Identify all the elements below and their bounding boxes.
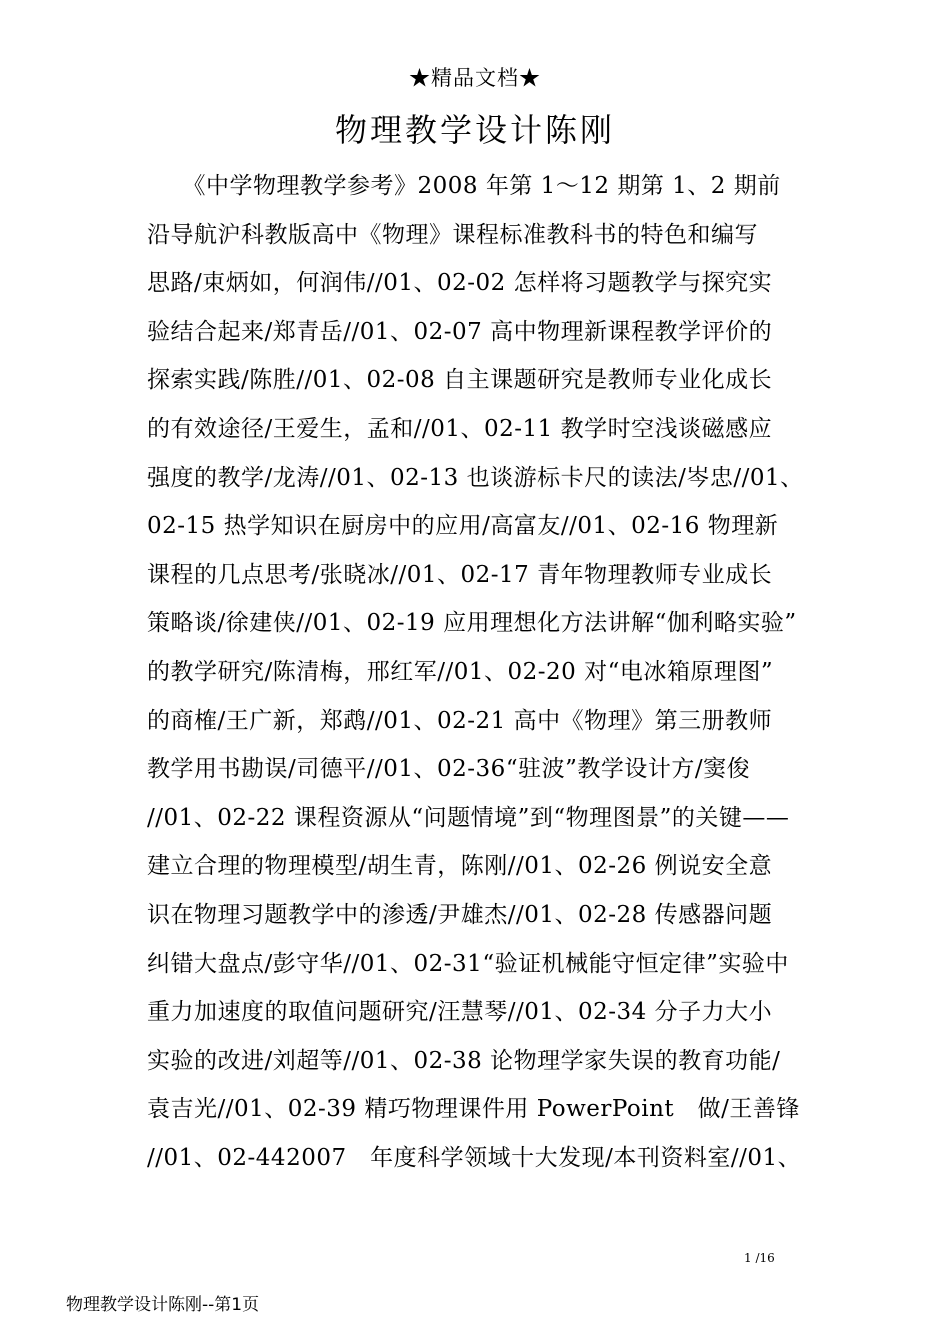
document-title: 物理教学设计陈刚	[334, 111, 615, 149]
body-line: 教学用书勘误/司德平//01、02-36“驻波”教学设计方/窦俊	[147, 756, 751, 783]
body-line: 纠错大盘点/彭守华//01、02-31“验证机械能守恒定律”实验中	[147, 950, 789, 977]
body-line: 建立合理的物理模型/胡生青，陈刚//01、02-26 例说安全意	[147, 853, 773, 880]
body-line: //01、02-22 课程资源从“问题情境”到“物理图景”的关键——	[147, 804, 790, 831]
page-footer: 物理教学设计陈刚--第1页	[66, 1295, 260, 1315]
body-line: 验结合起来/郑青岳//01、02-07 高中物理新课程教学评价的	[147, 318, 773, 345]
body-line: 的有效途径/王爱生，孟和//01、02-11 教学时空浅谈磁感应	[147, 415, 773, 442]
body-line: 《中学物理教学参考》2008 年第 1～12 期第 1、2 期前	[147, 173, 781, 199]
body-line: 沿导航沪科教版高中《物理》课程标准教科书的特色和编写	[147, 221, 758, 248]
body-line: 的教学研究/陈清梅，邢红军//01、02-20 对“电冰箱原理图”	[147, 658, 774, 685]
body-line: 袁吉光//01、02-39 精巧物理课件用 PowerPoint 做/王善锋	[147, 1096, 800, 1123]
body-line: 思路/束炳如，何润伟//01、02-02 怎样将习题教学与探究实	[147, 270, 773, 297]
body-line: 强度的教学/龙涛//01、02-13 也谈游标卡尺的读法/岑忠//01、	[147, 464, 804, 491]
body-line: 探索实践/陈胜//01、02-08 自主课题研究是教师专业化成长	[147, 367, 773, 394]
body-line: 课程的几点思考/张晓冰//01、02-17 青年物理教师专业成长	[147, 561, 773, 588]
body-line: 识在物理习题教学中的渗透/尹雄杰//01、02-28 传感器问题	[147, 901, 773, 928]
document-body	[147, 168, 867, 1188]
body-line: 实验的改进/刘超等//01、02-38 论物理学家失误的教育功能/	[147, 1047, 781, 1074]
body-line: 的商榷/王广新，郑鹉//01、02-21 高中《物理》第三册教师	[147, 707, 773, 734]
body-line: 重力加速度的取值问题研究/汪慧琴//01、02-34 分子力大小	[147, 999, 773, 1026]
body-line: 策略谈/徐建侠//01、02-19 应用理想化方法讲解“伽利略实验”	[147, 610, 797, 637]
page-number: 1 /16	[744, 1251, 775, 1265]
document-banner: ★精品文档★	[409, 66, 541, 90]
body-line: 02-15 热学知识在厨房中的应用/高富友//01、02-16 物理新	[147, 513, 779, 540]
body-line: //01、02-442007 年度科学领域十大发现/本刊资料室//01、	[147, 1144, 802, 1171]
